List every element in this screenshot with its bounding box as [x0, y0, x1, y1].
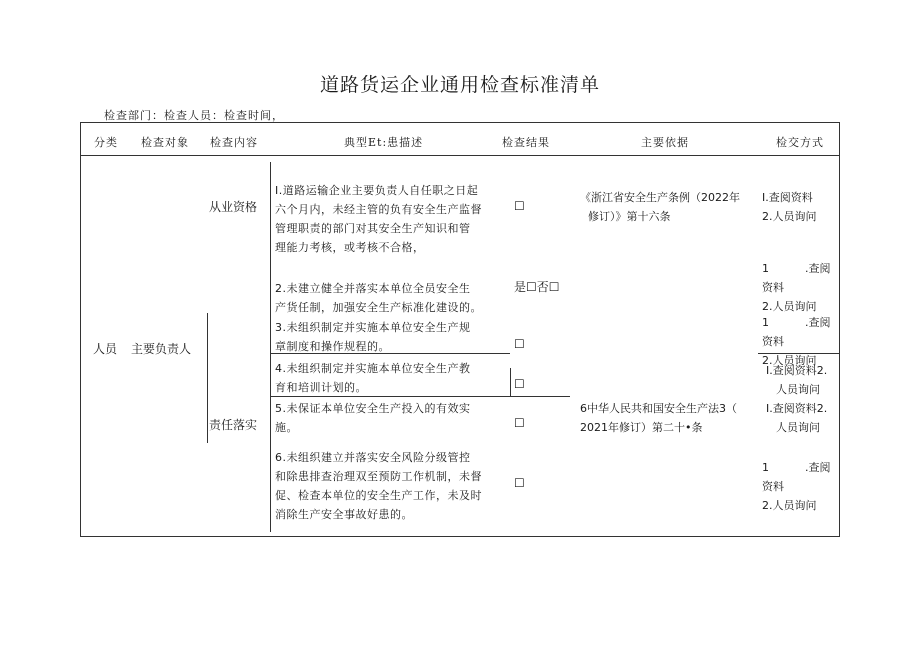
header-description: 典型Et:患描述 — [344, 136, 424, 149]
item-2-checkbox[interactable]: 是☐否☐ — [514, 280, 560, 294]
item-6-description: 6.未组织建立并落实安全风险分级管控 和除患排查治理双至预防工作机制，未督 促、检查本单位的安全生产工作，未及时 消除生产安全事故好患的。 — [275, 451, 482, 521]
page-title: 道路货运企业通用检查标准清单 — [319, 74, 600, 96]
item-3-description: 3.未组织制定并实施本单位安全生产规 章制度和操作规程的。 — [275, 321, 471, 353]
header-basis: 主要依据 — [641, 136, 689, 149]
divider — [510, 396, 570, 397]
method-6: 1 .查阅 资料 2.人员询问 — [762, 461, 831, 512]
content-responsibility: 责任落实 — [209, 418, 258, 432]
divider — [270, 162, 271, 532]
item-2-description: 2.未建立健全并落实本单位全员安全生 产货任制，加强安全生产标准化建设的。 — [275, 282, 482, 314]
divider — [80, 155, 840, 156]
method-4: I.查阅资料2. 人员询问 — [766, 364, 828, 396]
header-result: 检查结果 — [502, 136, 550, 149]
item-1-description: I.道路运输企业主要负责人自任职之日起 六个月内，未经主管的负有安全生产监督 管理职责的部门对其安全生产知识和管 理能力考核，或考核不合格， — [275, 184, 482, 254]
divider — [510, 368, 511, 396]
method-1: I.查阅资料 2.人员询问 — [762, 191, 817, 223]
basis-2: 6中华人民共和国安全生产法3（ 2021年修订）第二十•条 — [580, 402, 737, 434]
header-object: 检查对象 — [141, 136, 189, 149]
basis-1: 《浙江省安全生产条例（2022年 修订）》第十六条 — [580, 191, 740, 223]
inspection-meta: 检查部门：检查人员：检查时间， — [104, 109, 284, 122]
item-5-checkbox[interactable]: ☐ — [514, 416, 525, 430]
category-cell: 人员 — [93, 342, 118, 356]
header-category: 分类 — [94, 136, 118, 149]
item-1-checkbox[interactable]: ☐ — [514, 199, 525, 213]
object-cell: 主要负责人 — [131, 342, 192, 356]
content-qualification: 从业资格 — [209, 200, 258, 214]
divider — [207, 313, 208, 443]
item-5-description: 5.未保证本单位安全生产投入的有效实 施。 — [275, 402, 471, 434]
method-2: 1 .查阅 资料 2.人员询问 — [762, 262, 831, 313]
method-5: I.查阅资料2. 人员询问 — [766, 402, 828, 434]
item-4-checkbox[interactable]: ☐ — [514, 377, 525, 391]
item-3-checkbox[interactable]: ☐ — [514, 337, 525, 351]
item-4-description: 4.未组织制定并实施本单位安全生产教 育和培训计划的。 — [275, 362, 471, 394]
header-content: 检查内容 — [210, 136, 258, 149]
header-method: 检交方式 — [776, 136, 824, 149]
method-3: 1 .查阅 资料 2.人员询问 — [762, 316, 831, 367]
item-6-checkbox[interactable]: ☐ — [514, 476, 525, 490]
